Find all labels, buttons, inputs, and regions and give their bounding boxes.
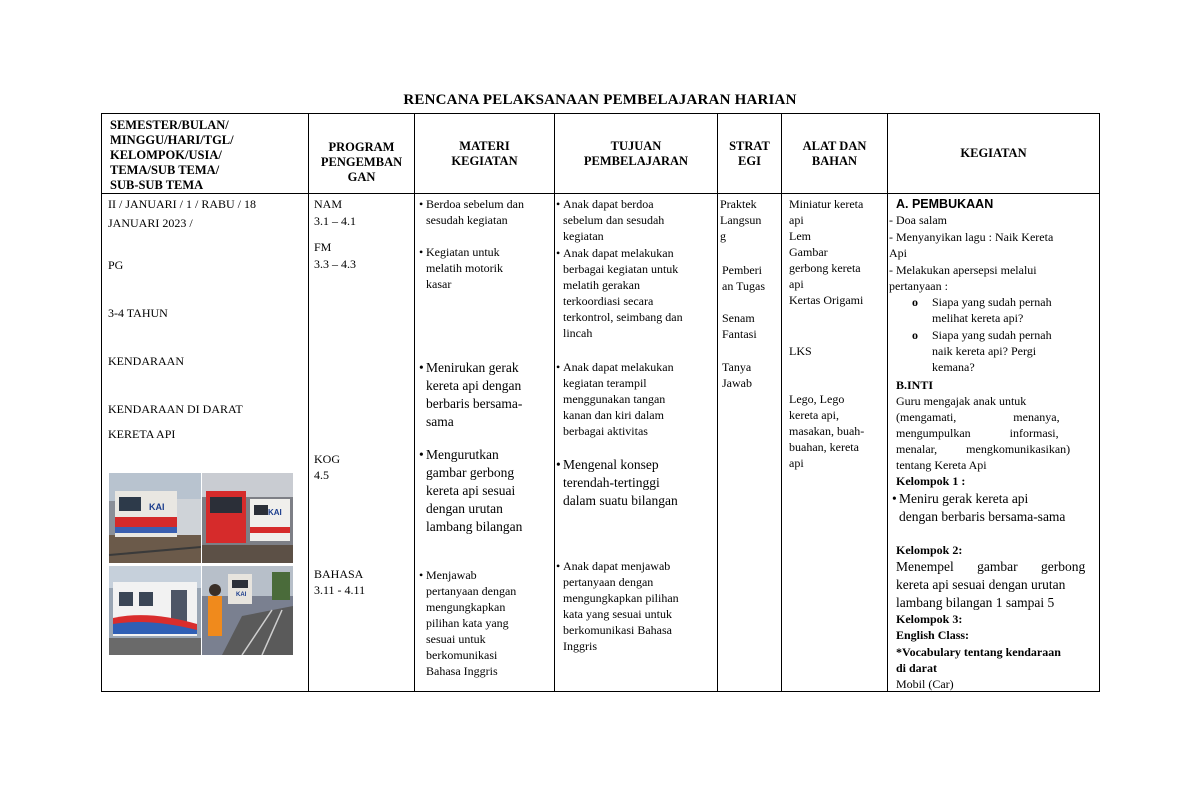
bullet-icon: • [556,559,561,573]
text-line: terendah-tertinggi [563,475,660,490]
pembukaan-item: Api [889,246,907,260]
column-divider [554,114,555,691]
program-bahasa: BAHASA [314,567,364,581]
text-line: Praktek [720,197,757,211]
text-line: kemana? [932,360,975,374]
text-line: melatih motorik [426,261,503,275]
text-line: Pemberi [722,263,762,277]
text-line: pertanyaan dengan [563,575,654,589]
program-nam-kd: 3.1 – 4.1 [314,214,356,228]
text-line: (mengamati, menanya, [896,410,1060,424]
date-line: JANUARI 2023 / [108,216,193,230]
kelompok-2-text [896,558,1092,612]
document-title: RENCANA PELAKSANAAN PEMBELAJARAN HARIAN [403,92,797,108]
text-line: lambang bilangan 1 sampai 5 [896,595,1055,610]
header-line: SEMESTER/BULAN/ [110,118,229,132]
text-line: Jawab [722,376,752,390]
text-line: melihat kereta api? [932,311,1024,325]
bullet-icon: • [419,197,424,211]
sub-tema: KENDARAAN DI DARAT [108,402,243,416]
bullet-icon: • [556,246,561,260]
tujuan-item [556,245,683,341]
alat-lks: LKS [789,344,812,358]
pembukaan-item: pertanyaan : [889,279,948,293]
header-line: TUJUAN [610,138,662,153]
bullet-icon: • [556,457,561,472]
tema: KENDARAAN [108,354,184,368]
strategi-item [722,310,757,342]
text-line: Berdoa sebelum dan [426,197,524,211]
header-tujuan [555,114,717,193]
materi-item [419,567,517,679]
text-line: Meniru gerak kereta api [899,491,1029,506]
text-line: *Vocabulary tentang kendaraan [896,645,1061,659]
text-line: kasar [426,277,452,291]
text-line: kereta api sesuai [426,483,516,498]
header-alat [782,114,887,193]
text-line: api [789,456,804,470]
text-line: Gambar [789,245,828,259]
program-fm: FM [314,240,332,254]
text-line: Siapa yang sudah pernah [932,328,1052,342]
text-line: kata yang sesuai untuk [563,607,672,621]
kai-logo: KAI [149,502,165,512]
text-line: pertanyaan dengan [426,584,517,598]
text-line: masakan, buah- [789,424,865,438]
train-photo-1 [109,473,201,563]
text-line: api [789,277,804,291]
kelompok-2-title: Kelompok 2: [896,543,963,557]
text-line: Anak dapat berdoa [563,197,654,211]
pembukaan-item: - Melakukan apersepsi melalui [889,263,1037,277]
strategi-item [720,196,761,244]
inti-title: B.INTI [896,378,934,392]
column-divider [887,114,888,691]
bullet-icon: • [419,568,424,582]
tujuan-item [556,558,679,654]
text-line: berbagai aktivitas [563,424,648,438]
alat-item [789,391,864,471]
text-line: berkomunikasi [426,648,498,662]
kelompok-1-title: Kelompok 1 : [896,474,966,488]
text-line: g [720,229,726,243]
lesson-plan-table [101,113,1100,692]
text-line: Anak dapat menjawab [563,559,671,573]
header-line: PEMBELAJARAN [583,153,689,168]
header-line: BAHAN [811,153,858,168]
text-line: Kegiatan untuk [426,245,500,259]
text-line: tentang Kereta Api [896,458,987,472]
text-line: sesudah kegiatan [426,213,508,227]
header-materi [415,114,554,193]
text-line: kanan dan kiri dalam [563,408,664,422]
strategi-item [722,262,765,294]
header-line: PROGRAM [328,140,395,154]
text-line: api [789,213,804,227]
text-line: sama [426,414,454,429]
text-line: melatih gerakan [563,278,640,292]
tujuan-item [556,359,674,439]
kelompok-3-title: Kelompok 3: [896,612,963,626]
kai-logo: KAI [268,508,282,517]
program-nam: NAM [314,197,343,211]
text-line: Menjawab [426,568,477,582]
column-divider [414,114,415,691]
text-line: terkontrol, seimbang dan [563,310,683,324]
text-line: Tanya [722,360,752,374]
header-line: KELOMPOK/USIA/ [110,148,222,162]
header-line: KEGIATAN [451,153,518,168]
alat-item [789,196,863,308]
text-line: Fantasi [722,327,757,341]
sub-sub-tema: KERETA API [108,427,176,441]
column-divider [308,114,309,691]
kelompok-1-item [892,490,1066,526]
program-kog-kd: 4.5 [314,468,329,482]
header-line: EGI [738,153,761,168]
text-line: mengungkapkan [426,600,506,614]
train-photo-2 [202,473,293,563]
bullet-icon: • [892,491,897,506]
text-line: naik kereta api? Pergi [932,344,1037,358]
vocabulary [896,644,1061,676]
text-line: Guru mengajak anak untuk [896,394,1027,408]
question-bullet-icon: o [912,295,918,309]
english-class: English Class: [896,628,970,642]
column-divider [717,114,718,691]
text-line: Kertas Origami [789,293,864,307]
materi-item [419,359,523,431]
text-line: sebelum dan sesudah [563,213,665,227]
text-line: di darat [896,661,938,675]
text-line: gambar gerbong [426,465,515,480]
train-photo-4 [202,566,293,655]
program-bahasa-kd: 3.11 - 4.11 [314,583,366,597]
header-line: KEGIATAN [960,146,1027,160]
strategi-item [722,359,752,391]
bullet-icon: • [419,245,424,259]
materi-item [419,244,503,292]
bullet-icon: • [556,360,561,374]
text-line: Menempel gambar gerbong [896,559,1086,574]
text-line: pilihan kata yang [426,616,509,630]
program-fm-kd: 3.3 – 4.3 [314,257,356,271]
header-line: SUB-SUB TEMA [110,178,204,192]
program-kog: KOG [314,452,340,466]
header-strategi [718,114,781,193]
date-line: II / JANUARI / 1 / RABU / 18 [108,197,257,211]
question-bullet-icon: o [912,328,918,342]
text-line: terkoordiasi secara [563,294,654,308]
header-line: MINGGU/HARI/TGL/ [110,133,234,147]
text-line: Mengenal konsep [563,457,659,472]
text-line: dengan berbaris bersama-sama [899,509,1066,524]
bullet-icon: • [419,360,424,375]
text-line: mengumpulkan informasi, [896,426,1059,440]
bullet-icon: • [556,197,561,211]
text-line: berbaris bersama- [426,396,523,411]
text-line: Bahasa Inggris [426,664,498,678]
header-line: TEMA/SUB TEMA/ [110,163,220,177]
kelompok: PG [108,258,124,272]
train-photo-3 [109,566,201,655]
text-line: lincah [563,326,593,340]
inti-text [896,393,1092,473]
text-line: kegiatan terampil [563,376,647,390]
usia: 3-4 TAHUN [108,306,168,320]
text-line: menggunakan tangan [563,392,666,406]
vocab-item: Mobil (Car) [896,677,954,691]
text-line: menalar, mengkomunikasikan) [896,442,1071,456]
header-kegiatan [888,114,1099,193]
tujuan-item [556,456,678,510]
pembukaan-title: A. PEMBUKAAN [896,197,994,211]
text-line: Inggris [563,639,597,653]
text-line: sesuai untuk [426,632,486,646]
text-line: berbagai kegiatan untuk [563,262,679,276]
text-line: Siapa yang sudah pernah [932,295,1052,309]
text-line: Menirukan gerak [426,360,519,375]
header-program [309,114,414,193]
text-line: berkomunikasi Bahasa [563,623,672,637]
text-line: kegiatan [563,229,604,243]
pembukaan-item: - Menyanyikan lagu : Naik Kereta [889,230,1054,244]
pembukaan-item: - Doa salam [889,213,947,227]
header-semester [102,114,308,197]
text-line: Senam [722,311,755,325]
text-line: gerbong kereta [789,261,861,275]
kai-logo: KAI [236,592,247,598]
text-line: Mengurutkan [426,447,499,462]
header-line: STRAT [729,138,770,153]
text-line: an Tugas [722,279,766,293]
text-line: mengungkapkan pilihan [563,591,679,605]
materi-item [419,196,524,228]
text-line: kereta api sesuai dengan urutan [896,577,1066,592]
text-line: kereta api dengan [426,378,522,393]
text-line: Lego, Lego [789,392,845,406]
text-line: Lem [789,229,811,243]
header-line: PENGEMBAN [320,155,403,169]
tujuan-item [556,196,665,244]
text-line: Miniatur kereta [789,197,864,211]
text-line: Anak dapat melakukan [563,360,674,374]
question-item [932,294,1052,326]
materi-item [419,446,523,536]
text-line: Anak dapat melakukan [563,246,674,260]
column-divider [781,114,782,691]
header-line: ALAT DAN [802,138,867,153]
header-line: MATERI [459,138,510,153]
question-item [932,327,1052,375]
text-line: dengan urutan [426,501,503,516]
text-line: Langsun [720,213,762,227]
text-line: kereta api, [789,408,839,422]
text-line: buahan, kereta [789,440,859,454]
header-line: GAN [347,170,376,184]
bullet-icon: • [419,447,424,462]
text-line: lambang bilangan [426,519,523,534]
text-line: dalam suatu bilangan [563,493,678,508]
